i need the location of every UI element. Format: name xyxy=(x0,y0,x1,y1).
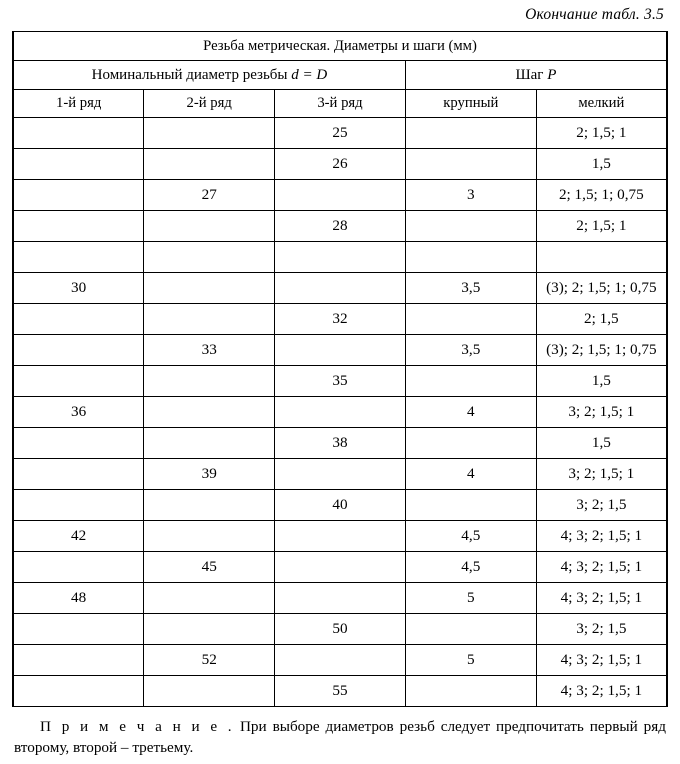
cell-row2: 27 xyxy=(144,180,275,211)
cell-row2 xyxy=(144,614,275,645)
column-header-row1: 1-й ряд xyxy=(13,90,144,118)
cell-row1: 48 xyxy=(13,583,144,614)
table-row xyxy=(13,614,667,645)
cell-row1 xyxy=(13,366,144,397)
table-row xyxy=(13,180,667,211)
cell-row1 xyxy=(13,242,144,273)
cell-coarse: 3 xyxy=(405,180,536,211)
cell-coarse xyxy=(405,676,536,707)
cell-fine: 4; 3; 2; 1,5; 1 xyxy=(536,676,667,707)
cell-row1 xyxy=(13,676,144,707)
cell-row1 xyxy=(13,180,144,211)
cell-fine: 3; 2; 1,5; 1 xyxy=(536,397,667,428)
cell-row3 xyxy=(275,552,406,583)
cell-row2 xyxy=(144,366,275,397)
cell-coarse xyxy=(405,242,536,273)
table-row xyxy=(13,428,667,459)
cell-fine: 3; 2; 1,5 xyxy=(536,614,667,645)
cell-row1 xyxy=(13,614,144,645)
cell-row3 xyxy=(275,583,406,614)
table-title: Резьба метрическая. Диаметры и шаги (мм) xyxy=(13,32,667,61)
table-row xyxy=(13,211,667,242)
table-row xyxy=(13,583,667,614)
table-row xyxy=(13,490,667,521)
table-row xyxy=(13,335,667,366)
cell-row3: 26 xyxy=(275,149,406,180)
cell-fine: 3; 2; 1,5 xyxy=(536,490,667,521)
cell-row3 xyxy=(275,335,406,366)
cell-row2 xyxy=(144,242,275,273)
cell-row1 xyxy=(13,211,144,242)
cell-row2 xyxy=(144,149,275,180)
table-row xyxy=(13,118,667,149)
cell-row2 xyxy=(144,676,275,707)
cell-row3: 55 xyxy=(275,676,406,707)
cell-row3: 50 xyxy=(275,614,406,645)
table-row xyxy=(13,645,667,676)
table-row xyxy=(13,676,667,707)
cell-row3: 35 xyxy=(275,366,406,397)
cell-coarse xyxy=(405,614,536,645)
note-label: П р и м е ч а н и е . xyxy=(40,718,234,735)
cell-row1 xyxy=(13,428,144,459)
column-header-row3: 3-й ряд xyxy=(275,90,406,118)
cell-row3: 40 xyxy=(275,490,406,521)
table-row xyxy=(13,149,667,180)
cell-coarse xyxy=(405,490,536,521)
cell-fine: 1,5 xyxy=(536,366,667,397)
cell-row1 xyxy=(13,304,144,335)
symbol-d-equals-D: d = D xyxy=(291,66,328,83)
table-group-header-row xyxy=(13,61,667,90)
column-header-row2: 2-й ряд xyxy=(144,90,275,118)
cell-row1 xyxy=(13,552,144,583)
cell-row3 xyxy=(275,242,406,273)
column-header-coarse: крупный xyxy=(405,90,536,118)
cell-row2: 33 xyxy=(144,335,275,366)
table-row xyxy=(13,397,667,428)
table-row xyxy=(13,273,667,304)
cell-row1 xyxy=(13,335,144,366)
cell-coarse: 5 xyxy=(405,583,536,614)
cell-row2 xyxy=(144,211,275,242)
cell-row3: 28 xyxy=(275,211,406,242)
cell-coarse: 4 xyxy=(405,397,536,428)
cell-coarse xyxy=(405,428,536,459)
cell-coarse xyxy=(405,149,536,180)
cell-coarse: 3,5 xyxy=(405,273,536,304)
table-row xyxy=(13,521,667,552)
cell-row3 xyxy=(275,521,406,552)
cell-row3 xyxy=(275,645,406,676)
cell-row2 xyxy=(144,490,275,521)
cell-row3: 25 xyxy=(275,118,406,149)
note-text: При выборе диаметров резьб следует предпочитать первый ряд второму, второй – третьему. xyxy=(14,718,666,756)
thread-parameters-table xyxy=(12,31,668,707)
group-header-diameter xyxy=(13,61,405,90)
cell-fine: 4; 3; 2; 1,5; 1 xyxy=(536,521,667,552)
group-header-pitch-text: Шаг P xyxy=(515,66,557,83)
group-header-pitch xyxy=(405,61,667,90)
cell-coarse xyxy=(405,366,536,397)
cell-row1 xyxy=(13,118,144,149)
cell-coarse: 4 xyxy=(405,459,536,490)
cell-coarse: 4,5 xyxy=(405,521,536,552)
table-note xyxy=(12,707,668,758)
cell-fine: 2; 1,5; 1; 0,75 xyxy=(536,180,667,211)
cell-fine: 4; 3; 2; 1,5; 1 xyxy=(536,583,667,614)
cell-row3: 38 xyxy=(275,428,406,459)
cell-fine xyxy=(536,242,667,273)
cell-coarse: 5 xyxy=(405,645,536,676)
table-row xyxy=(13,459,667,490)
cell-row2: 52 xyxy=(144,645,275,676)
cell-fine: 2; 1,5; 1 xyxy=(536,211,667,242)
cell-fine: (3); 2; 1,5; 1; 0,75 xyxy=(536,335,667,366)
column-header-fine: мелкий xyxy=(536,90,667,118)
cell-row3 xyxy=(275,459,406,490)
cell-row2: 45 xyxy=(144,552,275,583)
cell-row3 xyxy=(275,180,406,211)
cell-row2 xyxy=(144,521,275,552)
cell-row2 xyxy=(144,304,275,335)
cell-row1: 42 xyxy=(13,521,144,552)
cell-fine: 2; 1,5 xyxy=(536,304,667,335)
table-row xyxy=(13,552,667,583)
cell-fine: 3; 2; 1,5; 1 xyxy=(536,459,667,490)
cell-row1 xyxy=(13,645,144,676)
cell-fine: 1,5 xyxy=(536,149,667,180)
table-row xyxy=(13,366,667,397)
cell-row1: 36 xyxy=(13,397,144,428)
cell-coarse: 3,5 xyxy=(405,335,536,366)
cell-row2 xyxy=(144,397,275,428)
cell-fine: 1,5 xyxy=(536,428,667,459)
table-continuation-caption: Окончание табл. 3.5 xyxy=(525,6,664,23)
table-title-row xyxy=(13,32,667,61)
cell-coarse xyxy=(405,118,536,149)
cell-row1 xyxy=(13,149,144,180)
cell-row1 xyxy=(13,490,144,521)
cell-coarse xyxy=(405,304,536,335)
cell-row3 xyxy=(275,273,406,304)
cell-fine: 2; 1,5; 1 xyxy=(536,118,667,149)
cell-row3 xyxy=(275,397,406,428)
cell-row2: 39 xyxy=(144,459,275,490)
cell-fine: (3); 2; 1,5; 1; 0,75 xyxy=(536,273,667,304)
cell-coarse xyxy=(405,211,536,242)
table-row xyxy=(13,304,667,335)
table-row xyxy=(13,242,667,273)
cell-row2 xyxy=(144,428,275,459)
cell-row2 xyxy=(144,118,275,149)
table-column-header-row xyxy=(13,90,667,118)
cell-fine: 4; 3; 2; 1,5; 1 xyxy=(536,552,667,583)
cell-fine: 4; 3; 2; 1,5; 1 xyxy=(536,645,667,676)
cell-row2 xyxy=(144,583,275,614)
cell-row1 xyxy=(13,459,144,490)
symbol-P: P xyxy=(547,66,557,83)
cell-coarse: 4,5 xyxy=(405,552,536,583)
group-header-diameter-text: Номинальный диаметр резьбы d = D xyxy=(91,66,328,83)
cell-row2 xyxy=(144,273,275,304)
cell-row3: 32 xyxy=(275,304,406,335)
cell-row1: 30 xyxy=(13,273,144,304)
